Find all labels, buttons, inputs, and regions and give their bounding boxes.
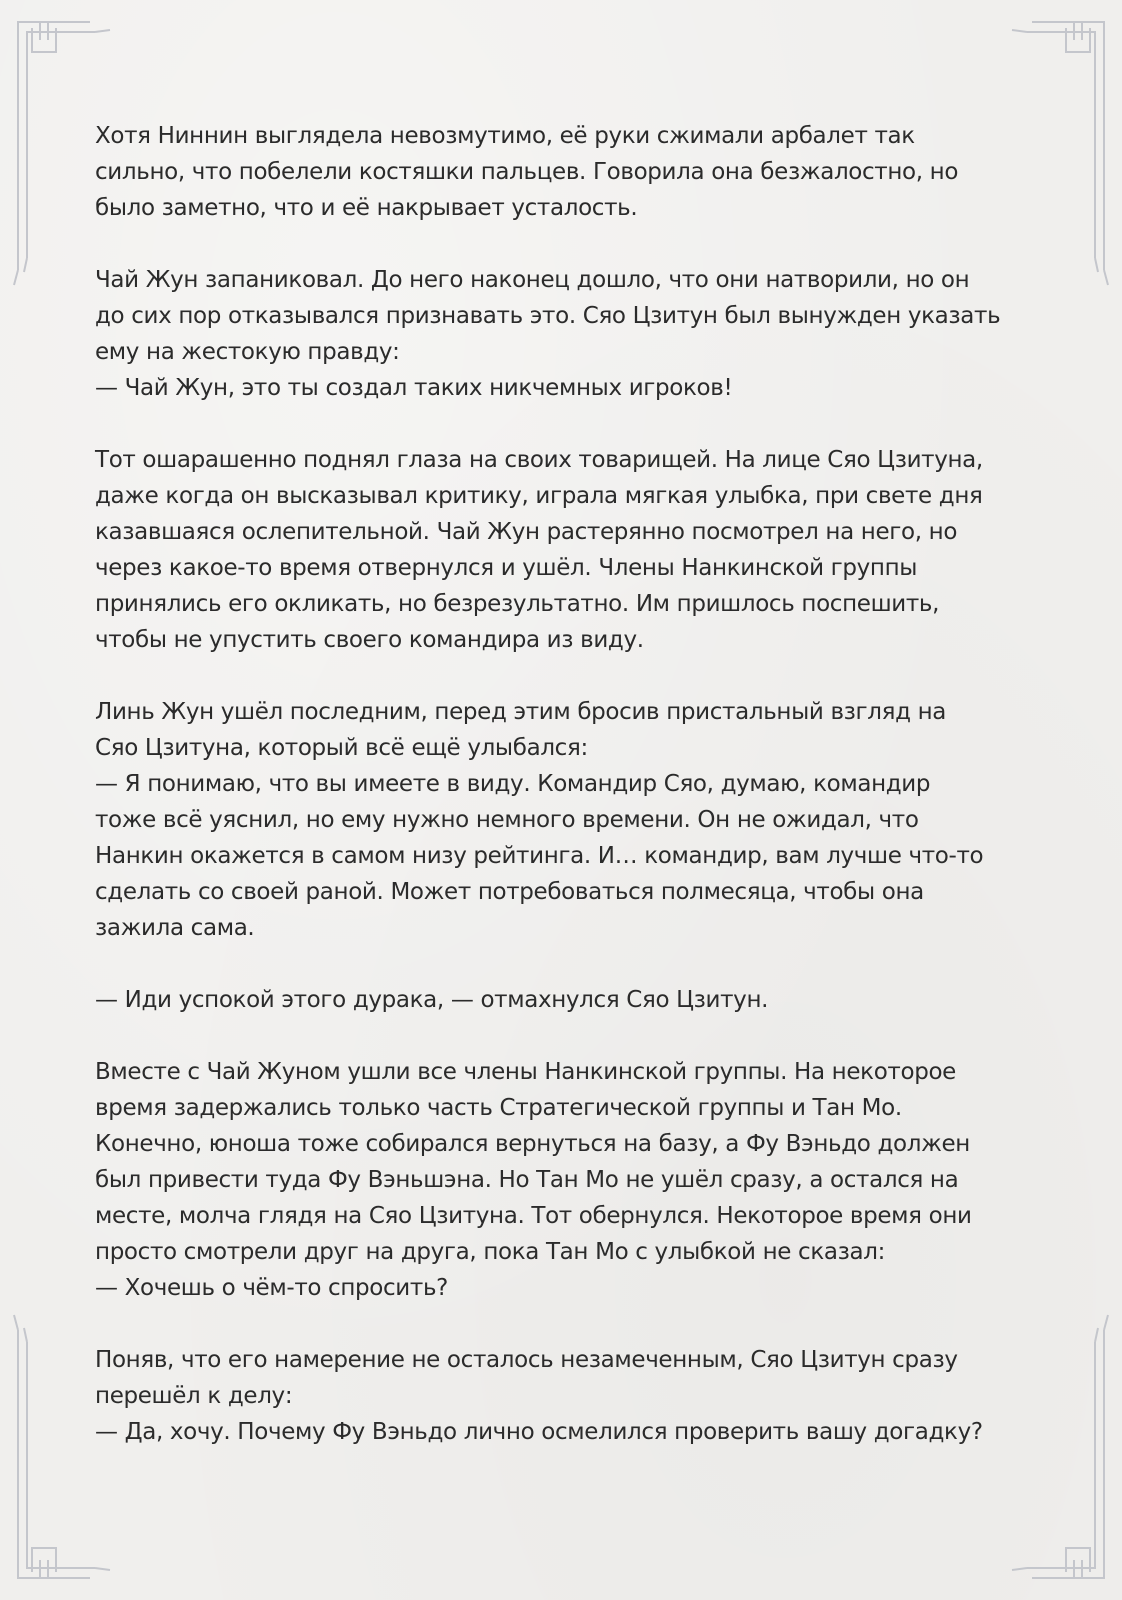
text-line: просто смотрели друг на друга, пока Тан Мо с улыбкой не сказал: bbox=[95, 1239, 885, 1265]
text-line: — Хочешь о чём-то спросить? bbox=[95, 1275, 449, 1301]
paragraph bbox=[95, 118, 1030, 226]
text-line: перешёл к делу: bbox=[95, 1383, 293, 1409]
document-text bbox=[95, 118, 1030, 1486]
paragraph bbox=[95, 442, 1030, 658]
paragraph bbox=[95, 982, 1030, 1018]
text-line: зажила сама. bbox=[95, 915, 255, 941]
text-line: Тот ошарашенно поднял глаза на своих товарищей. На лице Сяо Цзитуна, bbox=[95, 447, 983, 473]
text-line: Поняв, что его намерение не осталось незамеченным, Сяо Цзитун сразу bbox=[95, 1347, 958, 1373]
text-line: Вместе с Чай Жуном ушли все члены Нанкинской группы. На некоторое bbox=[95, 1059, 956, 1085]
text-line: Чай Жун запаниковал. До него наконец дошло, что они натворили, но он bbox=[95, 267, 970, 293]
text-line: — Да, хочу. Почему Фу Вэньдо лично осмелился проверить вашу догадку? bbox=[95, 1419, 983, 1445]
text-line: принялись его окликать, но безрезультатно. Им пришлось поспешить, bbox=[95, 591, 940, 617]
text-line: казавшаяся ослепительной. Чай Жун растерянно посмотрел на него, но bbox=[95, 519, 958, 545]
text-line: сильно, что побелели костяшки пальцев. Говорила она безжалостно, но bbox=[95, 159, 959, 185]
text-line: ему на жестокую правду: bbox=[95, 339, 400, 365]
text-line: месте, молча глядя на Сяо Цзитуна. Тот обернулся. Некоторое время они bbox=[95, 1203, 972, 1229]
text-line: был привести туда Фу Вэньшэна. Но Тан Мо не ушёл сразу, а остался на bbox=[95, 1167, 959, 1193]
text-line: до сих пор отказывался признавать это. Сяо Цзитун был вынужден указать bbox=[95, 303, 1001, 329]
text-line: Сяо Цзитуна, который всё ещё улыбался: bbox=[95, 735, 588, 761]
paragraph bbox=[95, 694, 1030, 946]
text-line: Хотя Ниннин выглядела невозмутимо, её руки сжимали арбалет так bbox=[95, 123, 915, 149]
text-line: чтобы не упустить своего командира из виду. bbox=[95, 627, 644, 653]
text-line: время задержались только часть Стратегической группы и Тан Мо. bbox=[95, 1095, 902, 1121]
text-line: — Я понимаю, что вы имеете в виду. Командир Сяо, думаю, командир bbox=[95, 771, 931, 797]
text-line: Конечно, юноша тоже собирался вернуться на базу, а Фу Вэньдо должен bbox=[95, 1131, 970, 1157]
paragraph bbox=[95, 1054, 1030, 1306]
text-line: — Чай Жун, это ты создал таких никчемных игроков! bbox=[95, 375, 733, 401]
text-line: тоже всё уяснил, но ему нужно немного времени. Он не ожидал, что bbox=[95, 807, 919, 833]
text-line: через какое-то время отвернулся и ушёл. Члены Нанкинской группы bbox=[95, 555, 918, 581]
text-line: — Иди успокой этого дурака, — отмахнулся Сяо Цзитун. bbox=[95, 987, 769, 1013]
paragraph bbox=[95, 262, 1030, 406]
text-line: даже когда он высказывал критику, играла мягкая улыбка, при свете дня bbox=[95, 483, 983, 509]
text-line: Нанкин окажется в самом низу рейтинга. И… командир, вам лучше что-то bbox=[95, 843, 984, 869]
text-line: сделать со своей раной. Может потребоваться полмесяца, чтобы она bbox=[95, 879, 924, 905]
paragraph bbox=[95, 1342, 1030, 1450]
text-line: Линь Жун ушёл последним, перед этим бросив пристальный взгляд на bbox=[95, 699, 947, 725]
text-line: было заметно, что и её накрывает усталость. bbox=[95, 195, 638, 221]
